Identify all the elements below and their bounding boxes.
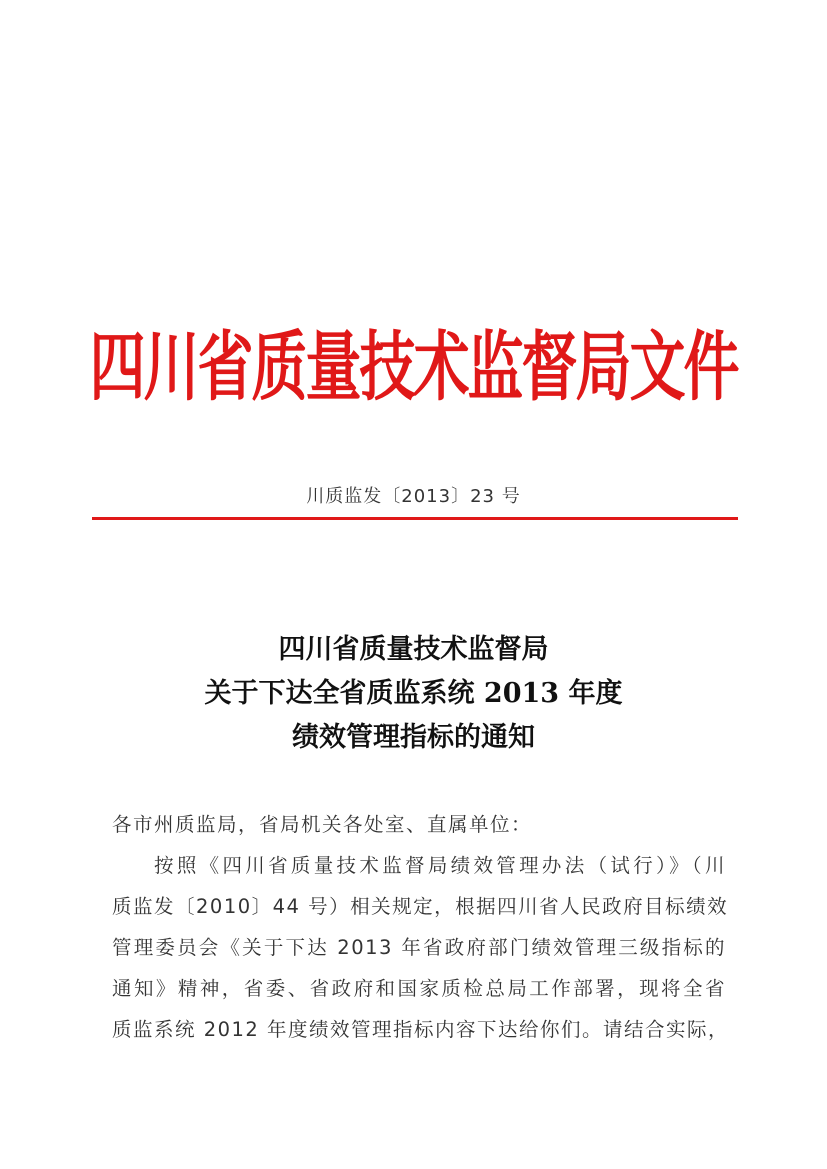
document-number: 川质监发〔2013〕23 号 <box>306 486 521 507</box>
title-line-2: 关于下达全省质监系统 2013 年度 <box>204 678 623 709</box>
title-line-1: 四川省质量技术监督局 <box>278 634 549 665</box>
notice-title <box>0 628 827 760</box>
notice-body <box>112 804 730 1050</box>
paragraph-line-1: 按照《四川省质量技术监督局绩效管理办法（试行）》（川 <box>154 854 726 877</box>
paragraph-line-4: 通知》精神，省委、省政府和国家质检总局工作部署，现将全省 <box>112 977 726 1000</box>
paragraph-line-3: 管理委员会《关于下达 2013 年省政府部门绩效管理三级指标的 <box>112 936 726 959</box>
title-line-3: 绩效管理指标的通知 <box>292 722 535 753</box>
document-masthead: 四川省质量技术监督局文件 <box>89 322 738 412</box>
paragraph-line-5: 质监系统 2012 年度绩效管理指标内容下达给你们。请结合实际， <box>112 1018 730 1041</box>
paragraph-line-2: 质监发〔2010〕44 号）相关规定，根据四川省人民政府目标绩效 <box>112 895 729 918</box>
salutation: 各市州质监局，省局机关各处室、直属单位： <box>112 813 533 836</box>
red-divider-line <box>92 517 738 520</box>
